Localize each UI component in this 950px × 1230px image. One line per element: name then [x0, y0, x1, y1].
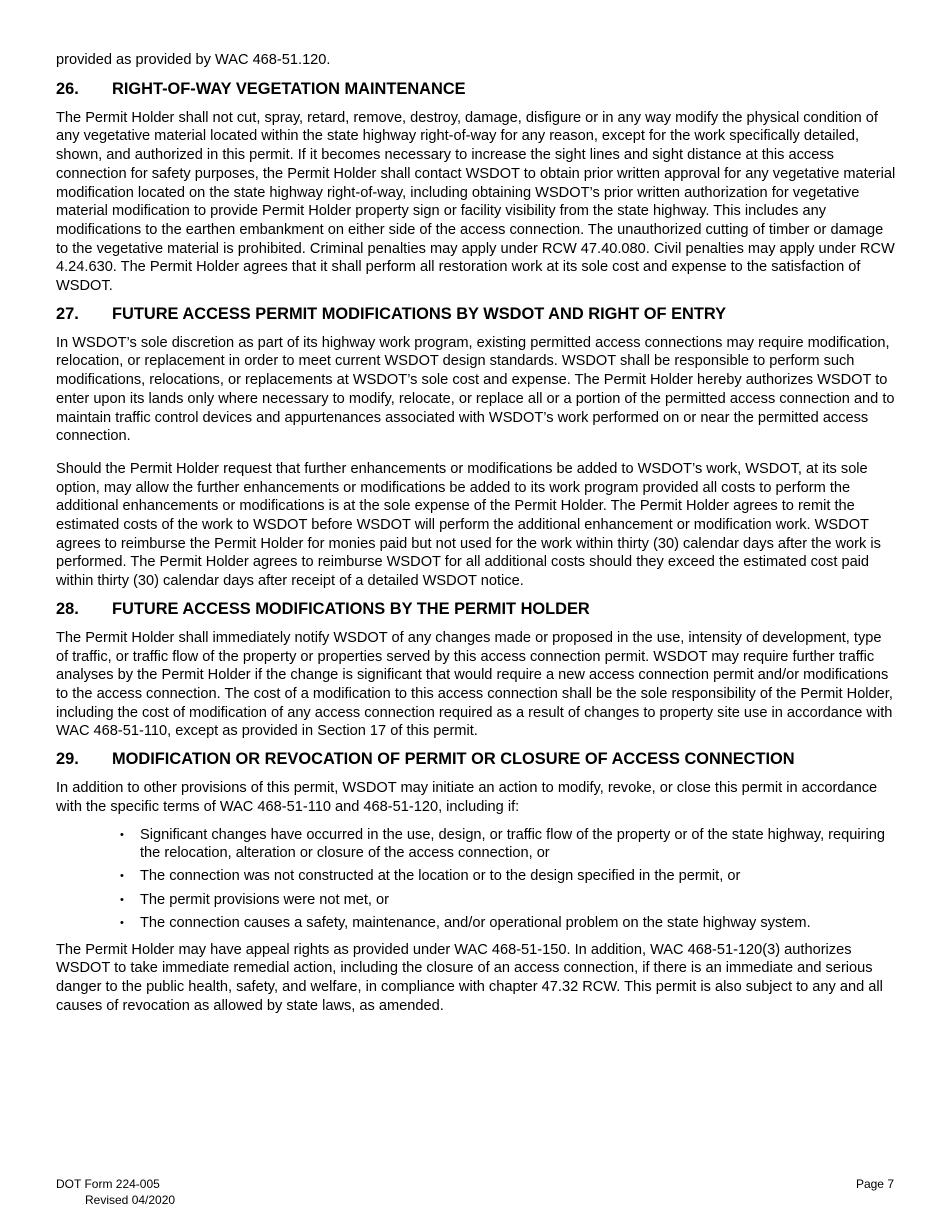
- section-number: 27.: [56, 304, 79, 323]
- section-28: [56, 599, 896, 741]
- list-item-text: The permit provisions were not met, or: [140, 891, 389, 908]
- bullet-icon: •: [120, 870, 124, 883]
- section-heading: [56, 749, 896, 770]
- list-item: [120, 914, 896, 933]
- section-paragraph: In addition to other provisions of this permit, WSDOT may initiate an action to modify, revoke, or close this permit in accordance with the specific terms of WAC 468-51-110 and 468-51-120, including if:: [56, 780, 878, 815]
- list-item-text: The connection causes a safety, maintenance, and/or operational problem on the state highway system.: [140, 914, 811, 931]
- section-27: [56, 304, 896, 591]
- section-title: RIGHT-OF-WAY VEGETATION MAINTENANCE: [112, 79, 466, 98]
- section-29: [56, 749, 896, 1015]
- list-item-text: Significant changes have occurred in the use, design, or traffic flow of the property or of the state highway, requiring the relocation, alteration or closure of the access connection, or: [140, 826, 885, 862]
- list-item: [120, 867, 896, 886]
- list-item: [120, 891, 896, 910]
- section-number: 28.: [56, 599, 79, 618]
- section-paragraph: The Permit Holder may have appeal rights as provided under WAC 468-51-150. In addition, WAC 468-51-120(3) authorizes WSDOT to take immediate remedial action, including the closure of an access connection, if there is an immediate and serious danger to the public health, safety, and welfare, in compliance with chapter 47.32 RCW. This permit is also subject to any and all causes of revocation as allowed by state laws, as amended.: [56, 941, 883, 1014]
- section-26: [56, 79, 896, 296]
- section-title: MODIFICATION OR REVOCATION OF PERMIT OR CLOSURE OF ACCESS CONNECTION: [112, 750, 795, 769]
- section-number: 29.: [56, 750, 79, 769]
- section-paragraph: The Permit Holder shall not cut, spray, retard, remove, destroy, damage, disfigure or in any way modify the physical condition of any vegetative material located within the state highway right-of-way for any reason, except for the work specifically detailed, shown, and authorized in this permit. If it becomes necessary to increase the sight lines and sight distance at this access connection for safety purposes, the Permit Holder shall contact WSDOT to obtain prior written approval for any vegetative material modification located on the state highway right-of-way, including obtaining WSDOT’s prior written authorization for vegetative material modification to provide Permit Holder property sign or facility visibility from the state highway. This includes any modifications to the earthen embankment on either side of the access connection. The unauthorized cutting of timber or damage to the vegetative material is prohibited. Criminal penalties may apply under RCW 47.40.080. Civil penalties may apply under RCW 4.24.630. The Permit Holder agrees that it shall perform all restoration work at its sole cost and expense to the satisfaction of WSDOT.: [56, 109, 896, 295]
- section-heading: [56, 79, 896, 100]
- page-number: Page 7: [855, 1177, 894, 1191]
- bullet-icon: •: [120, 893, 124, 906]
- revision-date: Revised 04/2020: [85, 1192, 176, 1207]
- section-title: FUTURE ACCESS MODIFICATIONS BY THE PERMIT HOLDER: [112, 599, 590, 618]
- list-item: [120, 826, 896, 863]
- section-heading: [56, 599, 896, 620]
- bullet-icon: •: [120, 828, 124, 841]
- section-paragraph: The Permit Holder shall immediately notify WSDOT of any changes made or proposed in the use, intensity of development, type of traffic, or traffic flow of the property or properties served by this access connection permit. WSDOT may require further traffic analyses by the Permit Holder if the change is significant that would require a new access connection permit and/or modifications to the access connection. The cost of a modification to this access connection shall be the sole responsibility of the Permit Holder, including the cost of modification of any access connection required as a result of changes to property site use in accordance with WAC 468-51-110, except as provided in Section 17 of this permit.: [56, 629, 893, 740]
- form-info: [56, 1177, 175, 1208]
- document-page: [56, 51, 896, 1023]
- list-item-text: The connection was not constructed at the location or to the design specified in the permit, or: [140, 868, 741, 885]
- bullet-icon: •: [120, 916, 124, 929]
- section-paragraph: Should the Permit Holder request that further enhancements or modifications be added to WSDOT’s work, WSDOT, at its sole option, may allow the further enhancements or modifications be added to its work program provided all costs to perform the additional enhancements or modifications is at the sole expense of the Permit Holder. The Permit Holder agrees to remit the estimated costs of the work to WSDOT before WSDOT will perform the additional enhancement or modification work. WSDOT agrees to reimburse the Permit Holder for monies paid but not used for the work within thirty (30) calendar days after the work is performed. The Permit Holder agrees to reimburse WSDOT for all additional costs should they exceed the estimated cost paid within thirty (30) calendar days after receipt of a detailed WSDOT notice.: [56, 460, 881, 590]
- continuation-text: provided as provided by WAC 468-51.120.: [56, 52, 331, 68]
- bullet-list: [56, 826, 896, 933]
- section-heading: [56, 304, 896, 325]
- section-number: 26.: [56, 79, 79, 98]
- section-title: FUTURE ACCESS PERMIT MODIFICATIONS BY WSDOT AND RIGHT OF ENTRY: [112, 304, 727, 323]
- form-number: DOT Form 224-005: [56, 1177, 160, 1191]
- section-paragraph: In WSDOT’s sole discretion as part of its highway work program, existing permitted access connections may require modification, relocation, or replacement in order to meet current WSDOT design standards. WSDOT shall be responsible to perform such modifications, relocations, or replacements at WSDOT’s sole cost and expense. The Permit Holder hereby authorizes WSDOT to enter upon its lands only where necessary to modify, relocate, or replace all or a portion of the permitted access connection and to maintain traffic control devices and appurtenances associated with WSDOT’s work performed on or near the permitted access connection.: [56, 334, 895, 445]
